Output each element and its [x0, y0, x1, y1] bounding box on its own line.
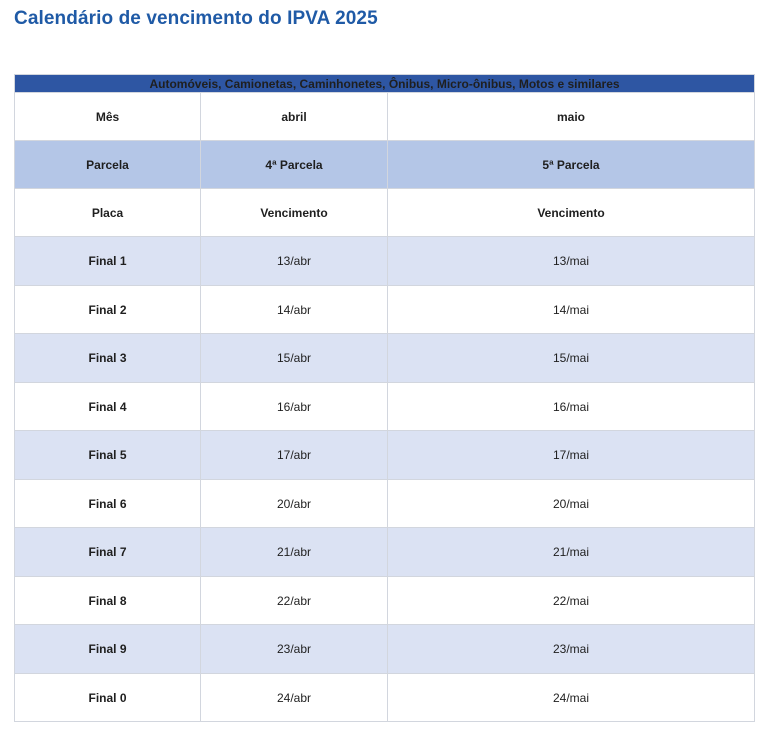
month-may: maio: [388, 93, 755, 141]
parcel-row: [15, 141, 755, 189]
due-date-may: 16/mai: [388, 383, 755, 431]
plate-final: Final 6: [15, 480, 201, 528]
ipva-calendar-table: [14, 74, 755, 722]
table-row: [15, 237, 755, 286]
due-date-may: 23/mai: [388, 625, 755, 674]
vehicle-types-caption: Automóveis, Camionetas, Caminhonetes, Ônibus, Micro-ônibus, Motos e similares: [15, 75, 755, 93]
month-label: Mês: [15, 93, 201, 141]
due-date-april: 23/abr: [201, 625, 388, 674]
table-row: [15, 625, 755, 674]
table-caption-row: [15, 75, 755, 93]
due-date-may: 15/mai: [388, 334, 755, 383]
due-date-may: 21/mai: [388, 528, 755, 577]
table-row: [15, 383, 755, 431]
plate-final: Final 9: [15, 625, 201, 674]
month-april: abril: [201, 93, 388, 141]
due-date-april: 17/abr: [201, 431, 388, 480]
parcel-label: Parcela: [15, 141, 201, 189]
due-date-april: 16/abr: [201, 383, 388, 431]
due-date-may: 20/mai: [388, 480, 755, 528]
table-row: [15, 577, 755, 625]
table-row: [15, 480, 755, 528]
plate-final: Final 0: [15, 674, 201, 722]
plate-final: Final 5: [15, 431, 201, 480]
parcel-5: 5ª Parcela: [388, 141, 755, 189]
due-date-header-april: Vencimento: [201, 189, 388, 237]
due-date-april: 21/abr: [201, 528, 388, 577]
table-row: [15, 528, 755, 577]
plate-final: Final 2: [15, 286, 201, 334]
plate-final: Final 4: [15, 383, 201, 431]
table-row: [15, 431, 755, 480]
due-date-may: 22/mai: [388, 577, 755, 625]
plate-final: Final 3: [15, 334, 201, 383]
due-date-april: 20/abr: [201, 480, 388, 528]
plate-final: Final 8: [15, 577, 201, 625]
due-date-header-may: Vencimento: [388, 189, 755, 237]
plate-final: Final 1: [15, 237, 201, 286]
due-date-may: 17/mai: [388, 431, 755, 480]
due-date-may: 13/mai: [388, 237, 755, 286]
due-date-may: 14/mai: [388, 286, 755, 334]
parcel-4: 4ª Parcela: [201, 141, 388, 189]
plate-header: Placa: [15, 189, 201, 237]
page-title: Calendário de vencimento do IPVA 2025: [14, 8, 378, 29]
table-row: [15, 334, 755, 383]
month-row: [15, 93, 755, 141]
due-date-april: 15/abr: [201, 334, 388, 383]
due-date-april: 24/abr: [201, 674, 388, 722]
due-date-april: 14/abr: [201, 286, 388, 334]
plate-final: Final 7: [15, 528, 201, 577]
column-label-row: [15, 189, 755, 237]
table-row: [15, 286, 755, 334]
due-date-april: 22/abr: [201, 577, 388, 625]
table-row: [15, 674, 755, 722]
due-date-may: 24/mai: [388, 674, 755, 722]
due-date-april: 13/abr: [201, 237, 388, 286]
